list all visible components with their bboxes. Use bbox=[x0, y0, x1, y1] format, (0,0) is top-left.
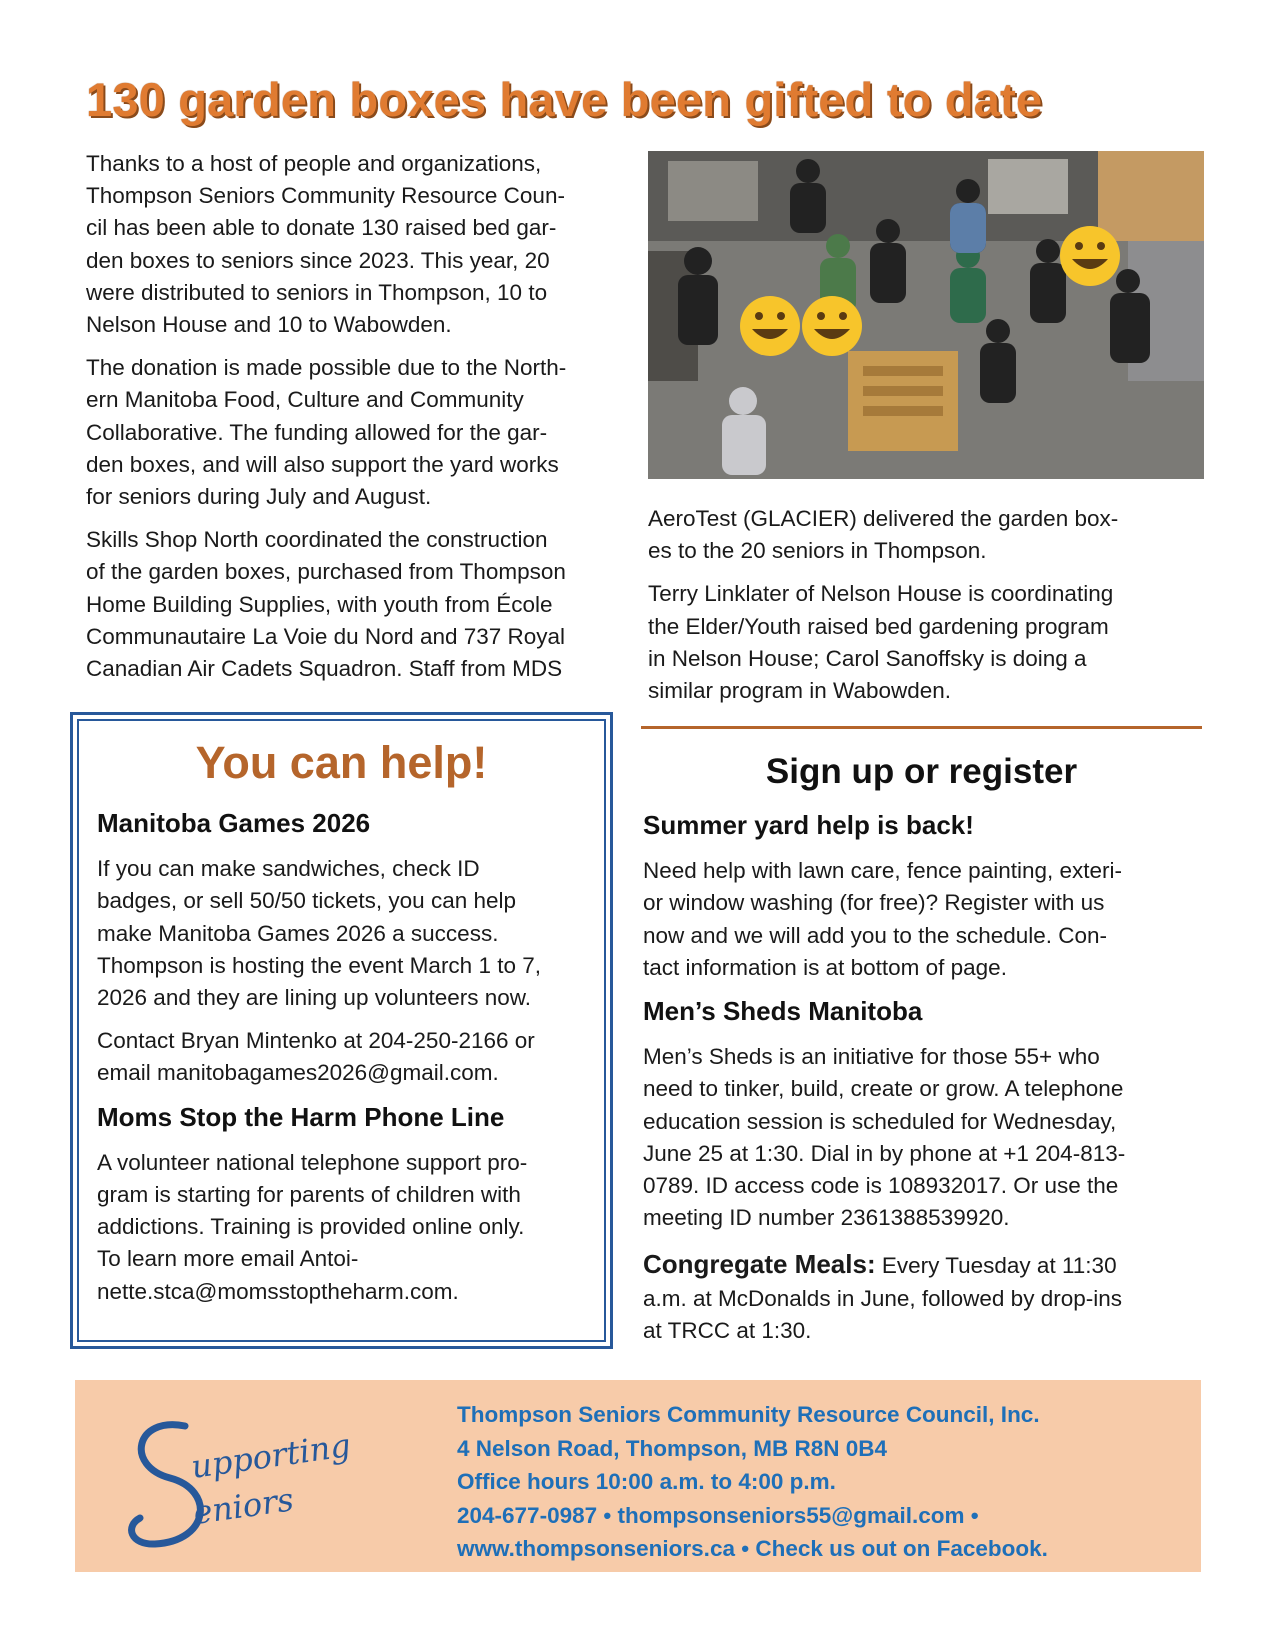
signup-title: Sign up or register bbox=[765, 752, 1078, 791]
manitoba-games-section bbox=[97, 807, 592, 1319]
you-can-help-title: You can help! bbox=[195, 737, 488, 788]
manitoba-games-heading: Manitoba Games 2026 bbox=[97, 808, 371, 838]
congregate-meals-lead: Congregate Meals: bbox=[643, 1249, 876, 1280]
footer-website-facebook[interactable]: www.thompsonseniors.ca • Check us out on Facebook. bbox=[457, 1536, 1048, 1561]
svg-text:eniors: eniors bbox=[190, 1480, 296, 1532]
group-photo bbox=[648, 151, 1204, 479]
intro-paragraph-1: Thanks to a host of people and organizations, Thompson Seniors Community Resource Coun- cil has been able to donate 130 raised bed gar- den boxes to seniors since 2023. This year, 20 were distributed to seniors in Thompson, 10 to Nelson House and 10 to Wabowden. bbox=[86, 151, 565, 338]
mens-sheds-heading: Men’s Sheds Manitoba bbox=[643, 996, 923, 1027]
right-column bbox=[648, 503, 1188, 718]
footer-hours: Office hours 10:00 a.m. to 4:00 p.m. bbox=[457, 1469, 836, 1494]
footer-org-name: Thompson Seniors Community Resource Council, Inc. bbox=[457, 1402, 1040, 1427]
footer bbox=[75, 1380, 1201, 1572]
footer-contact-block bbox=[457, 1398, 1048, 1566]
section-divider bbox=[641, 726, 1202, 729]
smiley-icon-2 bbox=[802, 296, 862, 356]
headline: 130 garden boxes have been gifted to date bbox=[86, 73, 1043, 126]
moms-stop-harm-heading: Moms Stop the Harm Phone Line bbox=[97, 1101, 505, 1132]
smiley-icon-3 bbox=[1060, 226, 1120, 286]
mens-sheds-paragraph: Men’s Sheds is an initiative for those 55+ who need to tinker, build, create or grow. A telephone education session is scheduled for Wednesday, June 25 at 1:30. Dial in by phone at +1 204-813- 0789. ID access code is 108932017. Or use the meeting ID number 2361388539920. bbox=[643, 1044, 1126, 1231]
supporting-seniors-logo bbox=[115, 1406, 355, 1556]
intro-column bbox=[86, 148, 626, 696]
right-paragraph-1: AeroTest (GLACIER) delivered the garden box- es to the 20 seniors in Thompson. bbox=[648, 506, 1119, 564]
summer-yard-paragraph: Need help with lawn care, fence painting, exteri- or window washing (for free)? Register with us now and we will add you to the schedule. Con- tact information is at bottom of page. bbox=[643, 858, 1123, 980]
manitoba-games-paragraph: If you can make sandwiches, check ID badges, or sell 50/50 tickets, you can help make Manitoba Games 2026 a success. Thompson is hosting the event March 1 to 7, 2026 and they are lining up volunteers now. bbox=[97, 856, 541, 1011]
manitoba-games-contact: Contact Bryan Mintenko at 204-250-2166 or email manitobagames2026@gmail.com. bbox=[97, 1028, 535, 1086]
congregate-meals-rest: a.m. at McDonalds in June, followed by drop-ins at TRCC at 1:30. bbox=[643, 1285, 1122, 1343]
signup-sections bbox=[643, 809, 1198, 1358]
congregate-meals-line1: Every Tuesday at 11:30 bbox=[875, 1253, 1117, 1279]
footer-address: 4 Nelson Road, Thompson, MB R8N 0B4 bbox=[457, 1435, 888, 1461]
you-can-help-box bbox=[70, 712, 613, 1349]
congregate-meals-paragraph bbox=[643, 1248, 1198, 1347]
svg-text:upporting: upporting bbox=[188, 1425, 353, 1486]
workshop-photo-illustration bbox=[648, 151, 1204, 479]
intro-paragraph-3: Skills Shop North coordinated the construction of the garden boxes, purchased from Thompson Home Building Supplies, with youth from École Communautaire La Voie du Nord and 737 Royal Canadian Air Cadets Squadron. Staff from MDS bbox=[86, 527, 566, 682]
summer-yard-heading: Summer yard help is back! bbox=[643, 810, 974, 840]
intro-paragraph-2: The donation is made possible due to the North- ern Manitoba Food, Culture and Community Collaborative. The funding allowed for the gar- den boxes, and will also support the yard works for seniors during July and August. bbox=[86, 355, 567, 510]
right-paragraph-2: Terry Linklater of Nelson House is coordinating the Elder/Youth raised bed gardening program in Nelson House; Carol Sanoffsky is doing a similar program in Wabowden. bbox=[648, 581, 1114, 704]
footer-phone-email[interactable]: 204-677-0987 • thompsonseniors55@gmail.com • bbox=[457, 1502, 979, 1528]
smiley-icon-1 bbox=[740, 296, 800, 356]
moms-stop-harm-paragraph: A volunteer national telephone support pro- gram is starting for parents of children with addictions. Training is provided online only. To learn more email Antoi- nette.stca@momsstoptheharm.com. bbox=[97, 1149, 528, 1304]
